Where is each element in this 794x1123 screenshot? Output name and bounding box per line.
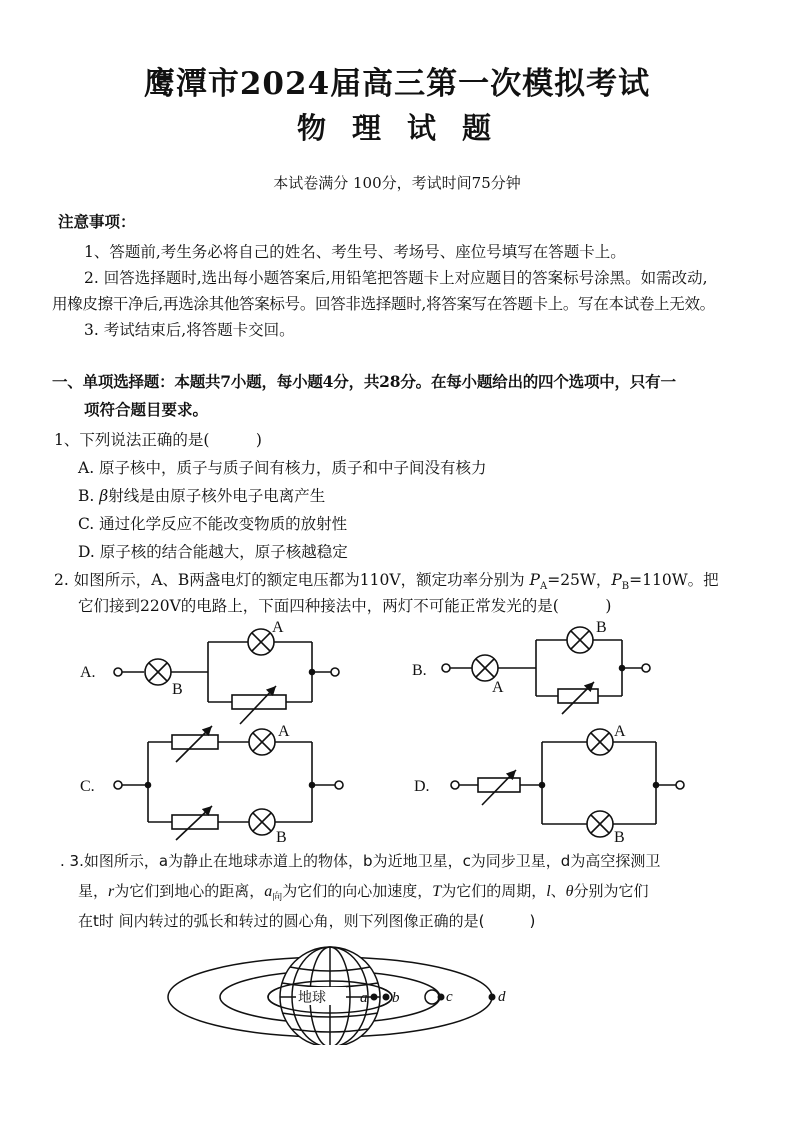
q1-option-b-label: B.: [78, 487, 95, 505]
orbit-figure: [150, 935, 530, 1045]
point-c: [438, 994, 445, 1001]
circuit-d-lamp-bottom: B: [614, 829, 625, 846]
q2-stem-part1: 2. 如图所示，A、B两盏电灯的额定电压都为110V，额定功率分别为: [54, 571, 525, 589]
q1-option-a: A. 原子核中，质子与质子间有核力，质子和中子间没有核力: [78, 459, 487, 477]
earth-label: 地球: [298, 991, 326, 1006]
t-symbol: T: [432, 883, 442, 900]
section-1-heading: 一、单项选择题：本题共7小题，每小题4分，共28分。在每小题给出的四个选项中，只有一: [52, 372, 676, 391]
notice-heading: 注意事项：: [58, 212, 136, 231]
q1-option-d: D. 原子核的结合能越大，原子核越稳定: [78, 543, 348, 561]
lamp-icon: [248, 629, 274, 655]
q3-line2-b: 为它们到地心的距离，: [114, 882, 265, 900]
circuit-c: [114, 726, 343, 840]
label-b: b: [392, 990, 400, 1006]
point-d: [489, 994, 496, 1001]
satellite-c-ring: [425, 990, 439, 1004]
lamp-icon: [587, 729, 613, 755]
rheostat-icon: [232, 695, 286, 709]
rheostat-icon: [558, 689, 598, 703]
point-b: [383, 994, 390, 1001]
q3-line2-e: 、: [550, 882, 566, 900]
q3-line2: [78, 880, 649, 903]
label-c: c: [446, 989, 453, 1005]
pb-sub: B: [621, 581, 630, 593]
r-symbol: r: [108, 883, 115, 900]
q3-line3: 在t时 间内转过的弧长和转过的圆心角，则下列图像正确的是( ): [78, 912, 536, 930]
pa-symbol: P: [529, 571, 540, 589]
circuit-b-lamp-top: B: [596, 619, 607, 636]
lamp-icon: [145, 659, 171, 685]
lamp-icon: [472, 655, 498, 681]
q3-line1: . 3.如图所示，a为静止在地球赤道上的物体，b为近地卫星，c为同步卫星，d为高空探测卫: [60, 852, 661, 870]
q3-line2-d: 为它们的周期，: [441, 882, 547, 900]
circuit-b-lamp-series: A: [492, 679, 504, 696]
a-sub: 向: [272, 892, 283, 903]
pb-value: =110W。把: [629, 571, 719, 589]
label-a: a: [360, 990, 368, 1006]
point-a: [371, 994, 378, 1001]
notice-item-1: 1、答题前,考生务必将自己的姓名、考生号、考场号、座位号填写在答题卡上。: [84, 243, 626, 261]
lamp-icon: [249, 809, 275, 835]
q2-circuits-figure: [0, 610, 794, 850]
section-1-heading-cont: 项符合题目要求。: [84, 400, 209, 419]
lamp-icon: [249, 729, 275, 755]
exam-info: 本试卷满分 100分，考试时间75分钟: [273, 174, 521, 192]
lamp-icon: [587, 811, 613, 837]
circuit-d: [451, 729, 684, 837]
circuit-c-lamp-top: A: [278, 723, 290, 740]
q1-stem: 1、下列说法正确的是( ): [54, 431, 262, 449]
lamp-icon: [567, 627, 593, 653]
q3-line2-f: 分别为它们: [573, 882, 649, 900]
circuit-c-lamp-bottom: B: [276, 829, 287, 846]
q3-line2-c: 为它们的向心加速度，: [282, 882, 433, 900]
notice-item-2-line1: 2. 回答选择题时,选出每小题答案后,用铅笔把答题卡上对应题目的答案标号涂黑。如需改动,: [84, 269, 708, 287]
circuit-b-option: B.: [412, 662, 427, 679]
circuit-b: [442, 627, 650, 714]
exam-title: 鹰潭市2024届高三第一次模拟考试: [143, 66, 651, 102]
circuit-d-lamp-top: A: [614, 723, 626, 740]
notice-item-3: 3. 考试结束后,将答题卡交回。: [84, 321, 295, 339]
a-symbol: a: [264, 883, 273, 900]
q2-stem-line2: 它们接到220V的电路上，下面四种接法中，两灯不可能正常发光的是( ): [78, 597, 612, 615]
rheostat-icon: [478, 778, 520, 792]
pa-value: =25W，: [547, 571, 612, 589]
label-d: d: [498, 989, 506, 1005]
l-symbol: l: [546, 883, 551, 900]
circuit-a-lamp-top: A: [272, 619, 284, 636]
pb-symbol: P: [611, 571, 622, 589]
subject-title: 物理试题: [296, 111, 517, 145]
circuit-a: [114, 629, 339, 724]
circuit-d-option: D.: [414, 778, 430, 795]
pa-sub: A: [539, 581, 548, 593]
circuit-a-lamp-series: B: [172, 681, 183, 698]
q1-option-b-text: 射线是由原子核外电子电离产生: [108, 487, 326, 505]
q1-option-b: [78, 484, 325, 506]
q2-stem-line1: [54, 568, 719, 592]
circuit-a-option: A.: [80, 664, 96, 681]
q1-option-c: C. 通过化学反应不能改变物质的放射性: [78, 515, 348, 533]
theta-symbol: θ: [565, 883, 574, 900]
beta-symbol: β: [99, 487, 109, 505]
q3-line2-a: 星，: [78, 882, 109, 900]
circuit-c-option: C.: [80, 778, 95, 795]
notice-item-2-line2: 用橡皮擦干净后,再选涂其他答案标号。回答非选择题时,将答案写在答题卡上。写在本试卷上无效。: [52, 295, 715, 313]
